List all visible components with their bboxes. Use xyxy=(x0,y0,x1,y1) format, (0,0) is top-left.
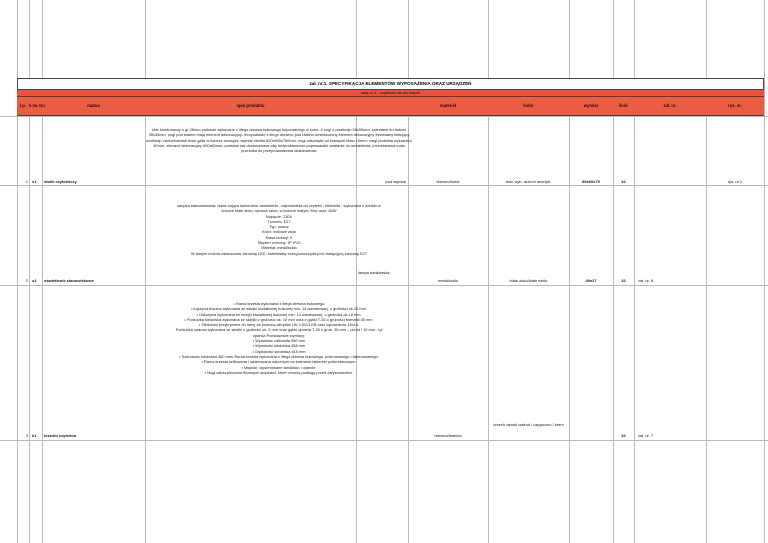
row-lp: 1 xyxy=(25,179,28,184)
row-code: k1 xyxy=(32,433,37,438)
row-qty: 32 xyxy=(621,278,626,283)
col-material: materiał xyxy=(439,103,457,108)
row-description xyxy=(146,203,412,256)
col-description: opis produktu xyxy=(236,103,265,108)
col-color: kolor xyxy=(523,103,534,108)
description-line: Klasa izolacji: II xyxy=(265,234,293,240)
row-code: o1 xyxy=(32,278,37,283)
description-line: • Łączyna boczna wykonana ze sklejki kształtowej bukowej min. 14 warstwowej, o grubości ok.20 mm. xyxy=(191,306,367,312)
description-line: Napięcie: 230V xyxy=(265,213,293,219)
row-note: lampa bankierska; xyxy=(358,270,391,275)
description-line: • Podsużka siedziska wykonana ze sklejki o grubości ok. 10 mm oraz z gąbki T-35 o grubości formatki 40 mm. xyxy=(184,316,374,322)
description-line: • Wysokość całkowita 950 mm xyxy=(252,338,306,344)
description-line: • Miękkie, tapicerowane siedzisko i oparcie. xyxy=(241,364,317,370)
row-code: s1 xyxy=(32,179,37,184)
col-lp: l.p. xyxy=(19,103,27,108)
description-line: • Głębokość siedziska 415 mm xyxy=(252,348,306,354)
row-note: pod wymiar xyxy=(385,179,406,184)
description-line: • Rama krzesła wykonana z litego drewna bukowego xyxy=(233,301,325,306)
row-name: krzesło czytelnia xyxy=(44,433,76,438)
col-code: k na rzu xyxy=(29,103,45,108)
row-material: metal/szkło xyxy=(437,278,458,283)
description-line: Typ: ciasuc xyxy=(269,224,289,230)
description-line: • Siedzisko przykręcane do ramy za pomocą wkrętów LW 3.5x13 KB oraz kątowników 15x15. xyxy=(198,322,360,328)
description-line: Podsużka oparcia wykonana ze sklejki o grubości ok. 5 mm oraz gąbki oparcia T-25 o grub. 35 mm – przód i 10 mm - tył xyxy=(175,327,383,333)
col-name: nazwa xyxy=(87,103,100,108)
description-line: • Rama krzesła szlifowana i lakierowana odpornym na ścieranie lakierem poliuretanowym. xyxy=(201,359,357,365)
description-line: oparcia Podstawowe wymiary: xyxy=(252,332,306,338)
description-line: • Nogi zabezpieczone filcowymi stopkami, które chronią podłogę przed zarysowaniem. xyxy=(204,369,354,375)
description-line: Stopień ochrony: IP IP20 xyxy=(257,240,301,246)
description-line: • Wysokość siedziska 458 mm xyxy=(252,343,306,349)
row-material: drewno/tkanina xyxy=(434,433,462,438)
description-line: W lampie można zastosować żarówkę LED, świetlówkę energooszczędną lub tradycyjną żarówkę E27 xyxy=(190,250,368,256)
row-lp: 2 xyxy=(25,278,28,283)
description-line: • Szerokość siedziska 460 mm• Rama krzesła wykonana z litego drewna bukowego, polerowanego i lakierowanego. xyxy=(179,353,379,359)
row-material: drewno/fornir xyxy=(436,179,460,184)
row-drawing: rys. nr.1 xyxy=(727,179,743,184)
row-name: oświetlenie stanowiskowe xyxy=(44,278,94,283)
col-drawing: rys. nr. xyxy=(728,103,742,108)
row-size: 40x27 xyxy=(585,278,597,283)
row-attachment: zał. nr. 7 xyxy=(638,433,654,438)
row-qty: 32 xyxy=(621,433,626,438)
col-qty: ilość xyxy=(618,103,629,108)
row-lp: 3 xyxy=(25,433,28,438)
description-line: lampka stanowiskowa; niska dająca kameralne oświetlenie, odpowiednia do czytelni ; biblioteki ; wykonana z metalu w xyxy=(177,203,381,208)
description-line: Kolor: matowe złoto xyxy=(261,229,297,235)
description-line: • Oskrzynia wykonana ze sklejki kształtowej bukowej min. 13 warstwowej, o grubości ok.18 mm. xyxy=(196,311,362,317)
description-line: Trzonek: E27 xyxy=(267,218,291,224)
row-color: orzech włoski walnut / cappucino / krem xyxy=(493,422,564,427)
row-color: buk/ wyb. arzech ameryk. xyxy=(505,179,552,184)
row-name: stolik czytelniczy xyxy=(44,179,77,184)
sheet-title: zał. nr.1. SPECYFIKACJA ELEMENTÓW WYPOSAŻENIA ORAZ URZĄDZEŃ xyxy=(17,78,764,90)
row-qty: 32 xyxy=(621,179,626,184)
col-size: wymiar xyxy=(583,103,599,108)
row-size: 80x60x75 xyxy=(582,179,600,184)
col-attachment: zał. nr. xyxy=(663,103,677,108)
row-color: białe złoto/białe szkło xyxy=(509,278,548,283)
table-header xyxy=(17,96,764,116)
row-description: blat formirowany o gr 28mm podstole wykonane z litego drewna bukowego bejcowanego w kolor; 4 nogi o przekroju 55x55mm; ściemane ku dołowi 35x35mm; nogi pod blatem mają element dekoracyjny- frezpodstole z litego drewna; pod blatem umieszczony element dekoracyjny frezowany imitujący szufladę; zamontowane dwie gałki w kolorze mosiądz; wymiar stolika 800x600x750mm; nogi odsunięte od krawędzi blatu 10mm; cargi podstoła wysokości 80mm; element dekoracyjny 600x60mm; podstole tak dostosowane aby bezproblemowo poprowadzić zasilanie do oświetlenia; przewidziana mała przelotka do przeprowadzenia okablowania; xyxy=(146,127,412,154)
row-attachment: zał. nr. 8 xyxy=(638,278,654,283)
description-line: kolorze białe złoto; oprawa szkło, w kolorze białym; Moc max: 60W xyxy=(221,208,337,214)
description-line: Materiał: metal/szkło xyxy=(261,245,297,251)
section-title: sala nr 1 - czytelnia dla dorosłych xyxy=(17,90,764,96)
row-description xyxy=(146,301,412,375)
